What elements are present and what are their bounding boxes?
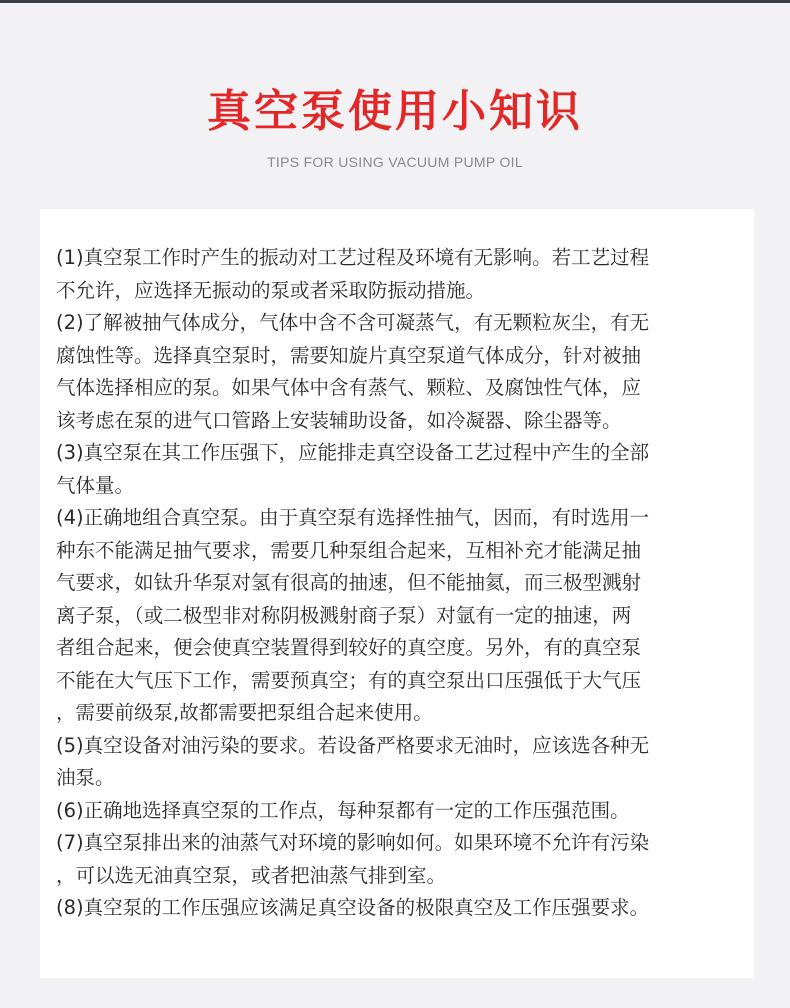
text-line: 种东不能满足抽气要求，需要几种泵组合起来，互相补充才能满足抽 — [56, 538, 642, 562]
text-line: 该考虑在泵的进气口管路上安装辅助设备，如冷凝器、除尘器等。 — [56, 408, 622, 432]
text-line: 气要求，如钛升华泵对氢有很高的抽速，但不能抽氦，而三极型溅射 — [56, 571, 642, 594]
text-line: (4)正确地组合真空泵。由于真空泵有选择性抽气，因而，有时选用一 — [56, 506, 650, 529]
text-line: (1)真空泵工作时产生的振动对工艺过程及环境有无影响。若工艺过程 — [56, 246, 650, 269]
page-title: 真空泵使用小知识 — [207, 86, 583, 137]
text-line: 气体量。 — [56, 473, 135, 497]
text-line: (7)真空泵排出来的油蒸气对环境的影响如何。如果环境不允许有污染 — [56, 831, 650, 854]
text-line: (8)真空泵的工作压强应该满足真空设备的极限真空及工作压强要求。 — [56, 896, 650, 919]
top-edge-bar — [0, 0, 790, 3]
text-line: 不允许，应选择无振动的泵或者采取防振动措施。 — [56, 278, 486, 302]
text-line: 气体选择相应的泵。如果气体中含有蒸气、颗粒、及腐蚀性气体，应 — [56, 376, 642, 399]
text-line: 油泵。 — [56, 766, 115, 789]
text-line: ，可以选无油真空泵，或者把油蒸气排到室。 — [56, 863, 447, 887]
text-line: ，需要前级泵,故都需要把泵组合起来使用。 — [56, 701, 433, 724]
text-line: 离子泵，（或二极型非对称阴极溅射商子泵）对氩有一定的抽速，两 — [56, 603, 632, 627]
content-card — [40, 209, 754, 978]
page-subtitle: TIPS FOR USING VACUUM PUMP OIL — [267, 154, 523, 170]
text-line: 腐蚀性等。选择真空泵时，需要知旋片真空泵道气体成分，针对被抽 — [56, 343, 642, 367]
content-text — [56, 242, 746, 925]
text-line: (5)真空设备对油污染的要求。若设备严格要求无油时，应该选各种无 — [56, 733, 650, 757]
text-line: 者组合起来，便会使真空装置得到较好的真空度。另外，有的真空泵 — [56, 636, 642, 659]
text-line: (3)真空泵在其工作压强下，应能排走真空设备工艺过程中产生的全部 — [56, 441, 650, 464]
text-line: 不能在大气压下工作，需要预真空；有的真空泵出口压强低于大气压 — [56, 668, 642, 692]
text-line: (6)正确地选择真空泵的工作点，每种泵都有一定的工作压强范围。 — [56, 798, 630, 822]
text-line: (2)了解被抽气体成分，气体中含不含可凝蒸气，有无颗粒灰尘，有无 — [56, 311, 650, 334]
